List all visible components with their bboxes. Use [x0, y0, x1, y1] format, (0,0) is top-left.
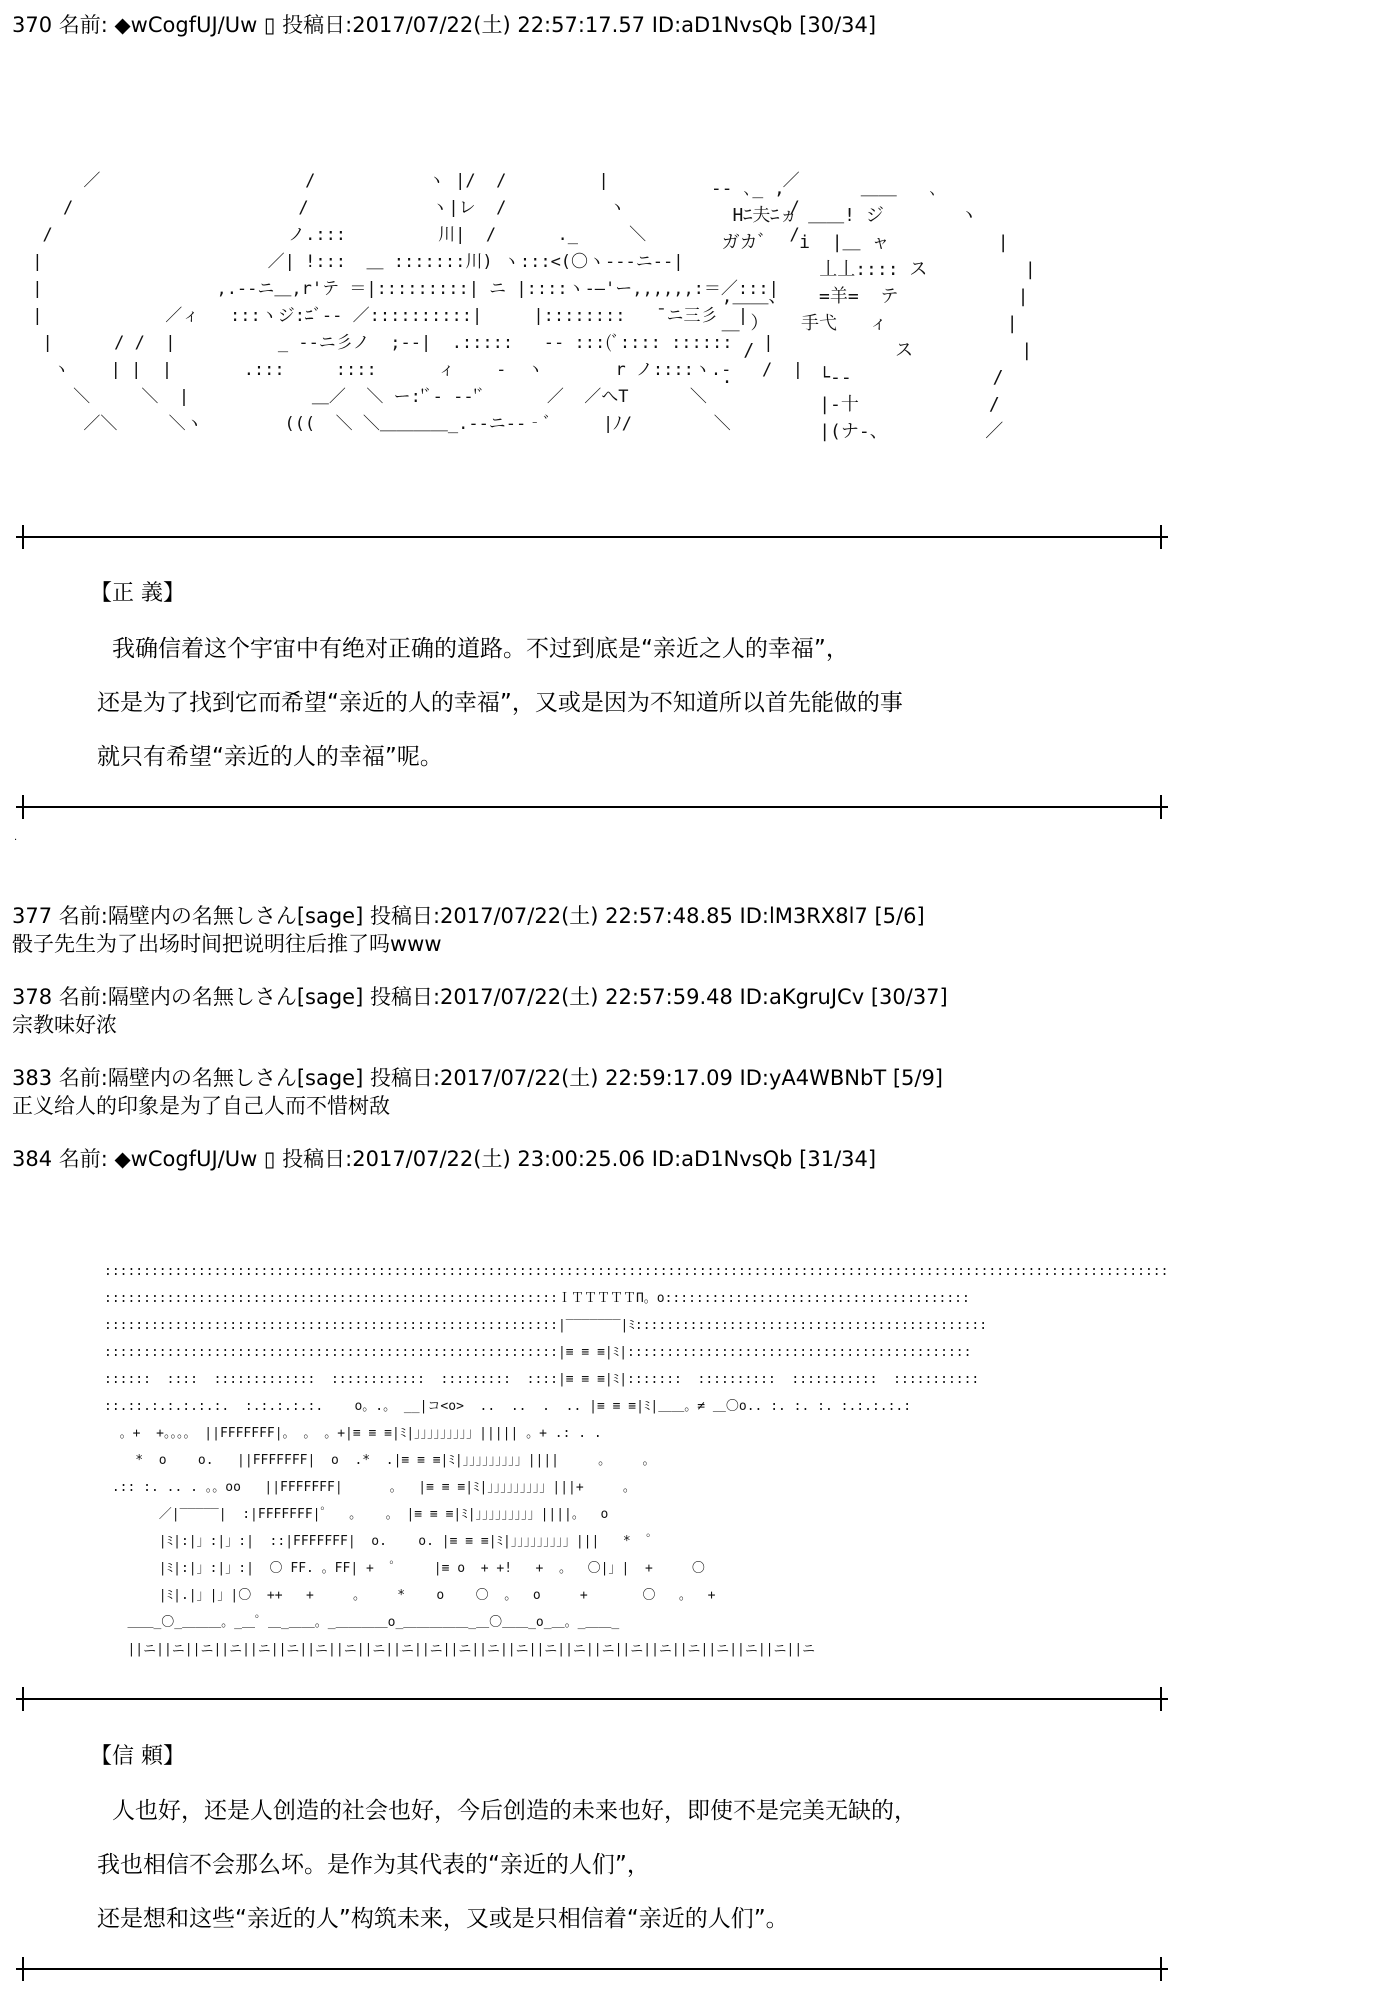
- paragraph-line: 我确信着这个宇宙中有绝对正确的道路。不过到底是“亲近之人的幸福”，: [112, 636, 849, 662]
- paragraph-line: 就只有希望“亲近的人的幸福”呢。: [97, 744, 443, 770]
- post-body-383: 正义给人的印象是为了自己人而不惜树敌: [12, 1094, 390, 1118]
- post-header-378: 378 名前:隔壁内の名無しさん[sage] 投稿日:2017/07/22(土) 22:57:59.48 ID:aKgruJCv [30/37]: [12, 985, 948, 1009]
- section-title-trust: 【信 頼】: [90, 1744, 185, 1769]
- post-body-377: 骰子先生为了出场时间把说明往后推了吗www: [12, 932, 442, 956]
- ascii-art-building: :::::::::::::::::::::::::::::::::::::::::::::::::::::::::::::::::::::::::::::::::::::::::::::::::::::::::::::::::::::::::::::::::::::::: ::::::::::::::::::::::::::::::::::::::::::::::::::::::::::ＩＴＴＴＴＴΠ。o::::::::::::::::::::::::::::::::::::::: ::::::::::::::::::::::::::::::::::::::::::::::::::::::::::|‾‾‾‾‾‾‾|ﾐ::::::::::::::::::::::::::::::::::::::::::::: ::::::::::::::::::::::::::::::::::::::::::::::::::::::::::|≡ ≡ ≡|ﾐ|:::::::::::::::::::::::::::::::::::::::::::: :::::: :::: ::::::::::::: :::::::::::: ::::::::: ::::|≡ ≡ ≡|ﾐ|::::::: :::::::::: ::::::::::: ::::::::::: ::.::.:.:.:.:.:. :.:.:.:.:. o。.。 __|コ<o> .. .. . .. |≡ ≡ ≡|ﾐ|＿＿。≠ ＿〇o.. :. :. :. :.:.:.:.: 。+ +。。。。 ||FFFFFFF|。 。 。+|≡ ≡ ≡|ﾐ|」」」」」」」」」||||| 。+ .: . . * o o. ||FFFFFFF| o .* .|≡ ≡ ≡|ﾐ|」」」」」」」」」|||| 。 。 .:: :. .. . 。。oo ||FFFFFFF| 。 |≡ ≡ ≡|ﾐ|」」」」」」」」」|||+ 。 ／|‾‾‾‾‾| :|FFFFFFF|゜ 。 。 |≡ ≡ ≡|ﾐ|」」」」」」」」」||||。 o |ﾐ|:|」:|」:| ::|FFFFFFF| o. o. |≡ ≡ ≡|ﾐ|」」」」」」」」」||| * ゜ |ﾐ|:|」:|」:| 〇 FF. 。FF| + ゜ |≡ o + +! + 。 〇|」| + 〇 |ﾐ|.|」|」|〇 ++ + 。 * o 〇 。 o + 〇 。 + ＿＿_〇_＿＿＿。_＿゜＿_＿＿。_＿＿＿＿o_＿＿＿＿＿_＿〇＿＿_o_＿。_＿＿_ ||ニ||ニ||ニ||ニ||ニ||ニ||ニ||ニ||ニ||ニ||ニ||ニ||ニ||ニ||ニ||ニ||ニ||ニ||ニ||ニ||ニ||ニ||ニ||ニ: [104, 1264, 1169, 1657]
- paragraph-line: 还是想和这些“亲近的人”构筑未来，又或是只相信着“亲近的人们”。: [97, 1906, 789, 1932]
- divider: [16, 525, 1168, 549]
- paragraph-line: 我也相信不会那么坏。是作为其代表的“亲近的人们”，: [97, 1852, 650, 1878]
- paragraph-line: 还是为了找到它而希望“亲近的人的幸福”，又或是因为不知道所以首先能做的事: [97, 690, 903, 716]
- divider: [16, 1957, 1168, 1981]
- post-header-377: 377 名前:隔壁内の名無しさん[sage] 投稿日:2017/07/22(土) 22:57:48.85 ID:lM3RX8l7 [5/6]: [12, 904, 925, 928]
- divider: [16, 1687, 1168, 1711]
- ascii-art-figure: ／ / ヽ |/ / | ／ / / ヽ|レ / ヽ / / ノ.::: 川| / ._ ＼ / | ／| !::: ＿ :::::::川) ヽ:::<(〇ヽ---ニ--| | ,.-‐ニ＿,r'テ ＝|:::::::::| ニ |::::ヽ-―'ー,,,,,,:＝／:::| | ／ィ :::ヽジ:ﾆﾞ-- ／::::::::::| |:::::::: ̄ ニ三彡 | | / / | _ -‐ニ彡ノ ;-‐| .::::: ‐- :::(ﾞ:::: :::::: | ヽ | | | .::: :::: ィ - ヽ r ノ::::ヽ.- / | ＼ ＼ | ＿／ ＼ ー:'ﾞ- -‐'ﾞ ／ ／へT ＼ ／＼ ＼ヽ ((( ＼ ＼＿＿＿＿_.-‐ニ--‐ﾞ |ﾉ/ ＼: [32, 171, 803, 434]
- section-title-justice: 【正 義】: [90, 581, 185, 606]
- post-header-383: 383 名前:隔壁内の名無しさん[sage] 投稿日:2017/07/22(土) 22:59:17.09 ID:yA4WBNbT [5/9]: [12, 1066, 944, 1090]
- paragraph-line: 人也好，还是人创造的社会也好，今后创造的未来也好，即使不是完美无缺的，: [112, 1798, 917, 1824]
- post-body-378: 宗教味好浓: [12, 1013, 117, 1037]
- post-header-384: 384 名前: ◆wCogfUJ/Uw ▯ 投稿日:2017/07/22(土) 23:00:25.06 ID:aD1NvsQb [31/34]: [12, 1147, 877, 1171]
- divider: [16, 795, 1168, 819]
- ascii-art-speech: -‐ ､_ , ＿＿ ､ Hﾆ夫ﾆヵ ＿＿! ジ ヽ ガカﾞ i |＿ ャ | 丄丄:::: ス | ,＿＿、 =羊= テ | ＿ ） 手弋 ィ | / ス | . └‐- / |-十 / |(ナ-、 ／: [710, 178, 1036, 442]
- post-header-370: 370 名前: ◆wCogfUJ/Uw ▯ 投稿日:2017/07/22(土) 22:57:17.57 ID:aD1NvsQb [30/34]: [12, 13, 877, 37]
- stray-dot: .: [14, 832, 18, 843]
